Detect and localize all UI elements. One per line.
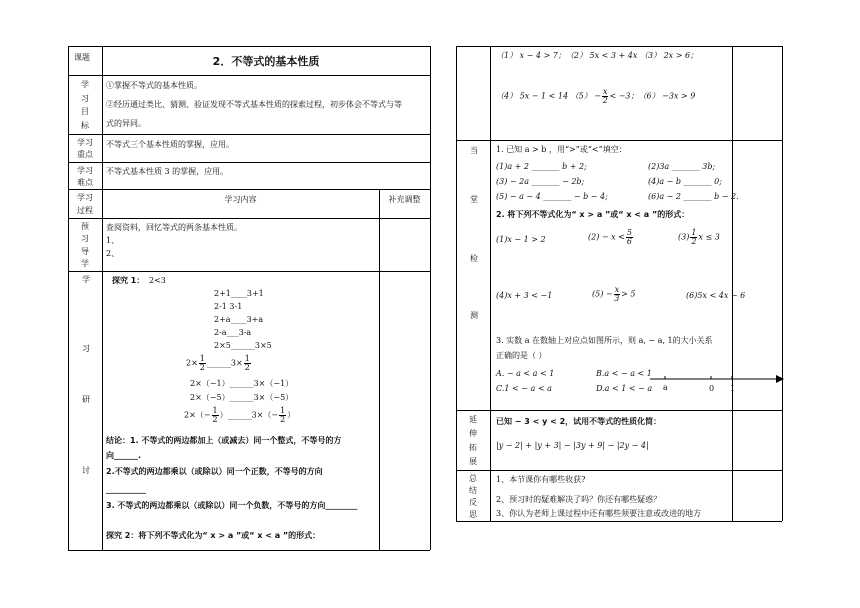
axis-label-1: 1 — [730, 384, 736, 393]
explore1-title: 探究 1： — [112, 276, 145, 285]
q2-item: (4)x + 3 < −1 — [496, 291, 553, 300]
q1-item: (6)a − 2 _______ b − 2. — [648, 192, 739, 201]
summary-q1: 1、本节课你有哪些收获? — [496, 475, 586, 484]
q1-item: (4)a − b _______ 0; — [648, 177, 722, 186]
preview-line-1: 查阅资料，回忆等式的两条基本性质。 — [106, 223, 242, 232]
q1-item: (2)3a _______ 3b; — [648, 162, 716, 171]
difficulty-label: 学习 难点 — [77, 165, 93, 187]
preview-line-2: 1、 — [106, 236, 120, 245]
summary-q2: 2、预习时的疑难解决了吗？你还有哪些疑惑？ — [496, 495, 662, 504]
q3-title-b: 正确的是（ ） — [496, 351, 547, 360]
study-row: 2+1____3+1 — [214, 289, 264, 298]
q2-item: (2) − x < $\frac{5}{6}$ — [588, 228, 632, 246]
conclusion-2: 2.不等式的两边都乘以（或除以）同一个正数，不等号的方向 — [106, 467, 323, 476]
q1-title: 1. 已知 a > b ，用“>”或“<”填空： — [496, 145, 627, 154]
summary-q3: 3、你认为老师上课过程中还有哪些须要注意或改进的地方 — [496, 509, 702, 518]
check-label-2: 堂 — [470, 195, 478, 204]
goal-line-2: ②经历通过类比、猜测、验证发现不等式基本性质的探索过程，初步体会不等式与等 — [106, 100, 402, 109]
q2-item: (3) $\frac{1}{2}$ x ≤ 3 — [678, 228, 720, 246]
check-label-4: 测 — [470, 311, 478, 320]
q1-item: (1)a + 2 _______ b + 2; — [496, 162, 587, 171]
study-neg-frac-row: 2×（− $\frac{1}{2}$ ）______3×（− $\frac{1}{2}$ ） — [184, 406, 296, 424]
top-line-2: （4） 5x − 1 < 14 （5） − $\frac{x}{2}$ < −3；（6） −3x > 9 — [496, 87, 696, 105]
q2-item: (5) − $\frac{x}{3}$ > 5 — [592, 285, 636, 303]
conclusion-2b: __________ — [106, 485, 146, 494]
conclusion-3: 3. 不等式的两边都乘以（或除以）同一个负数，不等号的方向________ — [106, 501, 358, 510]
q3-option: C.1 < − a < a — [496, 384, 552, 393]
content-header: 学习内容 — [224, 195, 257, 204]
process-label: 学习 过程 — [77, 193, 93, 215]
study-label-1: 学 — [82, 275, 90, 284]
conclusion-1: 结论：1. 不等式的两边都加上（或减去）同一个整式，不等号的方 — [106, 436, 342, 445]
q2-item: (1)x − 1 > 2 — [496, 235, 546, 244]
q2-title: 2. 将下列不等式化为“ x > a ”或“ x < a ”的形式： — [496, 210, 690, 219]
extend-label: 延 伸 拓 展 — [469, 414, 477, 466]
q3-option: A. − a < a < 1 — [496, 369, 555, 378]
focus-text: 不等式三个基本性质的掌握，应用。 — [106, 140, 234, 149]
preview-line-3: 2、 — [106, 249, 120, 258]
goal-line-3: 式的异同。 — [106, 119, 146, 128]
goals-label: 学 习 目 标 — [81, 80, 89, 130]
q1-item: (3) − 2a _______ − 2b; — [496, 177, 585, 186]
study-row: 2×5______3×5 — [214, 341, 272, 350]
study-row: 2-1 3-1 — [214, 302, 243, 311]
study-row: 2-a___3-a — [214, 328, 252, 337]
number-line — [648, 370, 788, 400]
check-label-1: 当 — [470, 146, 478, 155]
q2-item: (6)5x < 4x − 6 — [686, 291, 746, 300]
axis-label-a: a — [663, 383, 668, 392]
goal-line-1: ①掌握不等式的基本性质。 — [106, 81, 202, 90]
extend-expr: |y − 2| + |y + 3| − |3y + 9| − |2y − 4| — [496, 441, 649, 450]
study-neg-row: 2×（−5）______3×（−5） — [190, 393, 294, 402]
supplement-header: 补充调整 — [388, 195, 421, 204]
study-label-4: 讨 — [82, 466, 90, 475]
explore1-given: 2<3 — [149, 276, 166, 285]
focus-label: 学习 重点 — [77, 137, 93, 159]
q3-option: D.a < 1 < − a — [596, 384, 653, 393]
study-neg-row: 2×（−1）______3×（−1） — [190, 379, 294, 388]
study-label-2: 习 — [82, 344, 90, 353]
q3-title: 3. 实数 a 在数轴上对应点如图所示，则 a, − a, 1的大小关系 — [496, 336, 713, 345]
difficulty-text: 不等式基本性质 3 的掌握，应用。 — [106, 167, 229, 176]
extend-text: 已知 − 3 < y < 2，试用不等式的性质化简： — [496, 417, 662, 426]
q3-option: B.a < − a < 1 — [596, 369, 652, 378]
summary-label: 总 结 反 思 — [469, 473, 477, 519]
axis-label-0: 0 — [709, 384, 715, 393]
explore2: 探究 2：将下列不等式化为“ x > a ”或“ x < a ”的形式： — [106, 531, 321, 540]
conclusion-1b: 向______. — [106, 451, 142, 460]
study-row: 2+a____3+a — [214, 315, 264, 324]
study-frac-row: 2× $\frac{1}{2}$ ______3× $\frac{1}{2}$ — [186, 354, 250, 372]
page-title: 2．不等式的基本性质 — [212, 55, 320, 68]
check-label-3: 检 — [470, 254, 478, 263]
study-label-3: 研 — [82, 395, 90, 404]
q1-item: (5) − a − 4 _______ − b − 4; — [496, 192, 608, 201]
header-label: 课题 — [74, 53, 90, 62]
preview-label: 预 习 导 学 — [81, 221, 89, 269]
top-line-1: （1） x − 4 > 7；（2） 5x < 3 + 4x （3） 2x > 6； — [496, 51, 699, 60]
